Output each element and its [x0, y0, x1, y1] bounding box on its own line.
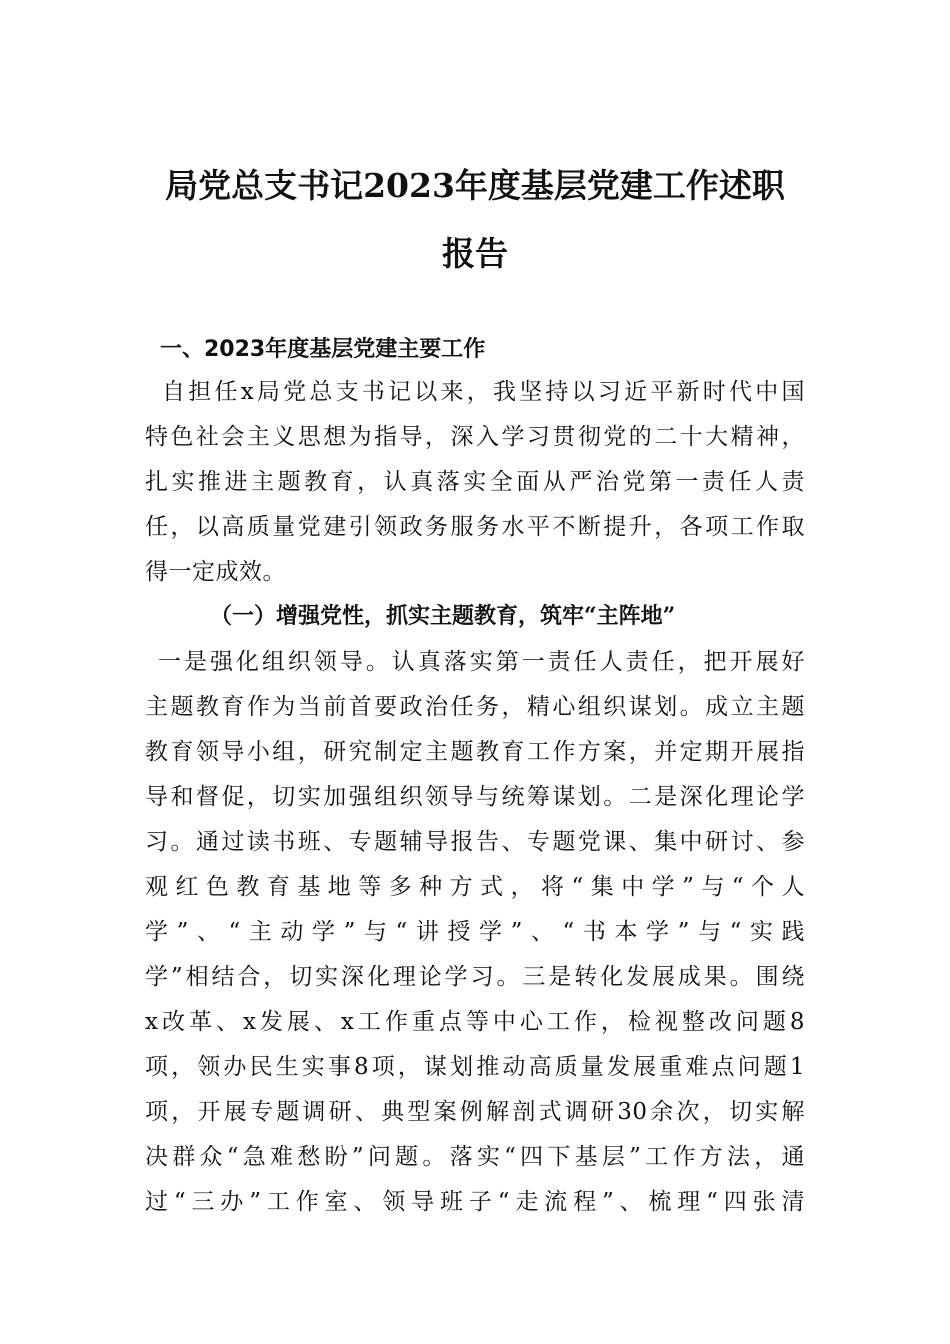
paragraph-1-line-1: 自担任x局党总支书记以来，我坚持以习近平新时代中国	[162, 379, 805, 405]
paragraph-2-line-4: 导和督促，切实加强组织领导与统筹谋划。二是深化理论学	[145, 784, 805, 810]
paragraph-2-line-5: 习。通过读书班、专题辅导报告、专题党课、集中研讨、参	[145, 829, 805, 855]
document-title-line-2: 报告	[442, 234, 508, 273]
paragraph-2-line-10: 项，领办民生实事8项，谋划推动高质量发展重难点问题1	[145, 1054, 805, 1080]
paragraph-1-line-2: 特色社会主义思想为指导，深入学习贯彻党的二十大精神，	[145, 424, 805, 450]
subheading-1: （一）增强党性，抓实主题教育，筑牢“主阵地”	[210, 603, 676, 629]
paragraph-2-line-12: 决群众“急难愁盼”问题。落实“四下基层”工作方法，通	[145, 1144, 805, 1170]
paragraph-2-line-6: 观红色教育基地等多种方式，将“集中学”与“个人	[145, 874, 805, 900]
paragraph-2-line-3: 教育领导小组，研究制定主题教育工作方案，并定期开展指	[145, 739, 805, 765]
paragraph-2-line-8: 学”相结合，切实深化理论学习。三是转化发展成果。围绕	[145, 964, 805, 990]
paragraph-2-line-1: 一是强化组织领导。认真落实第一责任人责任，把开展好	[158, 649, 805, 675]
section-heading-1: 一、2023年度基层党建主要工作	[160, 337, 486, 362]
paragraph-2-line-2: 主题教育作为当前首要政治任务，精心组织谋划。成立主题	[145, 694, 805, 720]
paragraph-1-line-5: 得一定成效。	[145, 559, 286, 585]
document-title-line-1: 局党总支书记2023年度基层党建工作述职	[165, 166, 785, 205]
paragraph-1-line-3: 扎实推进主题教育，认真落实全面从严治党第一责任人责	[145, 469, 805, 495]
paragraph-2-line-13: 过“三办”工作室、领导班子“走流程”、梳理“四张清	[145, 1189, 805, 1215]
paragraph-2-line-7: 学”、“主动学”与“讲授学”、“书本学”与“实践	[145, 919, 805, 945]
paragraph-2-line-9: x改革、x发展、x工作重点等中心工作，检视整改问题8	[145, 1009, 805, 1035]
paragraph-2-line-11: 项，开展专题调研、典型案例解剖式调研30余次，切实解	[145, 1099, 805, 1125]
paragraph-1-line-4: 任，以高质量党建引领政务服务水平不断提升，各项工作取	[145, 514, 805, 540]
